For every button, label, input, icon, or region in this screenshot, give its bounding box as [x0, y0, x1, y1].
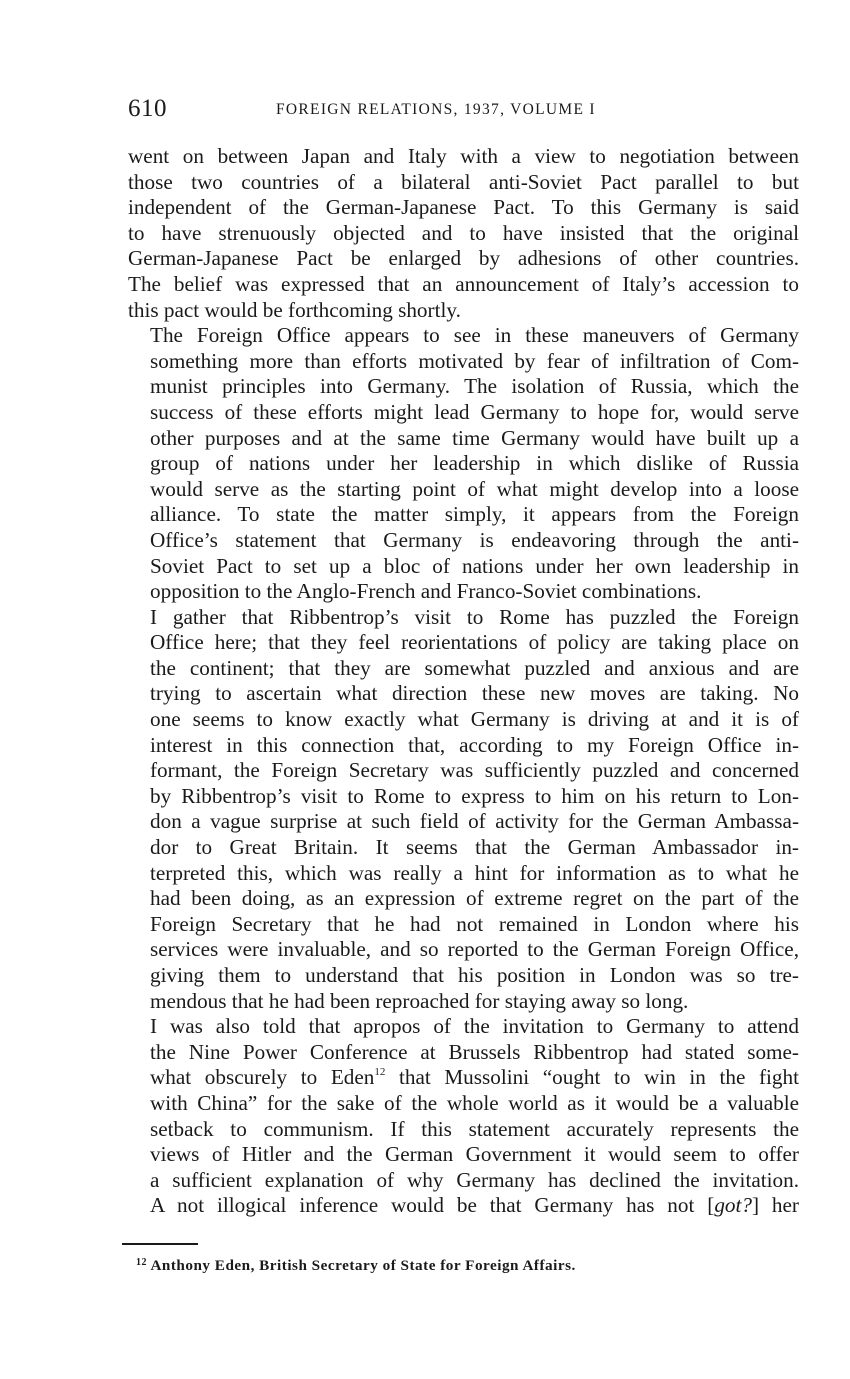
text-line: group of nations under her leadership in which dislike of Russia: [150, 451, 799, 476]
text-line: giving them to understand that his position in London was so tre-: [150, 963, 799, 987]
footnote-marker: 12: [136, 1257, 147, 1268]
text-line: had been doing, as an expression of extreme regret on the part of the: [150, 886, 799, 911]
text-line: independent of the German-Japanese Pact. To this Germany is said: [128, 195, 799, 220]
text-line: views of Hitler and the German Government it would seem to offer: [150, 1142, 799, 1167]
paragraph-2: [128, 323, 799, 605]
text-line: this pact would be forthcoming shortly.: [128, 297, 461, 322]
text-line: to have strenuously objected and to have insisted that the original: [128, 220, 799, 245]
text-line: other purposes and at the same time Germany would have built up a: [150, 425, 799, 450]
page-number: 610: [128, 95, 167, 122]
text-line: Office’s statement that Germany is endeavoring through the anti-: [150, 527, 799, 552]
text-line: setback to communism. If this statement accurately represents the: [150, 1116, 799, 1141]
running-head: [128, 94, 798, 126]
text-line: opposition to the Anglo-French and Franco-Soviet combinations.: [150, 579, 702, 604]
text-line: don a vague surprise at such field of activity for the German Ambassa-: [150, 809, 799, 834]
footnote-reference: 12: [374, 1066, 386, 1079]
text-line-final: [128, 1193, 799, 1219]
text-line: Soviet Pact to set up a bloc of nations under her own leadership in: [150, 553, 799, 578]
text-line: I was also told that apropos of the invitation to Germany to attend: [150, 1014, 799, 1039]
text-line-with-footnote-ref: [128, 1065, 799, 1091]
text-line: with China” for the sake of the whole world as it would be a valuable: [150, 1090, 799, 1115]
text-line: formant, the Foreign Secretary was sufficiently puzzled and concerned: [150, 758, 799, 783]
editorial-insertion: got?: [714, 1193, 752, 1218]
text-line: alliance. To state the matter simply, it appears from the Foreign: [150, 502, 799, 527]
text-line: the continent; that they are somewhat puzzled and anxious and are: [150, 655, 799, 680]
paragraph-3: [128, 605, 799, 1015]
text-line: I gather that Ribbentrop’s visit to Rome has puzzled the Foreign: [150, 604, 799, 629]
footnote: [136, 1255, 576, 1277]
running-title: FOREIGN RELATIONS, 1937, VOLUME I: [276, 101, 596, 118]
text-line: mendous that he had been reproached for staying away so long.: [150, 988, 689, 1013]
text-line: one seems to know exactly what Germany is driving at and it is of: [150, 707, 799, 732]
text-line: success of these efforts might lead Germany to hope for, would serve: [150, 399, 799, 424]
paragraph-1: [128, 144, 799, 323]
text-line: The belief was expressed that an announcement of Italy’s accession to: [128, 271, 799, 296]
body-text: [128, 144, 799, 1219]
text-line: a sufficient explanation of why Germany has declined the invitation.: [150, 1167, 799, 1192]
text-line: by Ribbentrop’s visit to Rome to express to him on his return to Lon-: [150, 783, 799, 808]
text-line: Foreign Secretary that he had not remained in London where his: [150, 911, 799, 936]
text-segment: A not illogical inference would be that Germany has not [: [150, 1193, 715, 1218]
text-line: something more than efforts motivated by fear of infiltration of Com-: [150, 348, 799, 373]
text-line: Office here; that they feel reorientations of policy are taking place on: [150, 630, 799, 655]
text-line: terpreted this, which was really a hint for information as to what he: [150, 860, 799, 885]
text-line: dor to Great Britain. It seems that the German Ambassador in-: [150, 835, 799, 860]
paragraph-4: [128, 1014, 799, 1219]
footnote-text: Anthony Eden, British Secretary of State for Foreign Affairs.: [147, 1257, 576, 1274]
text-line: German-Japanese Pact be enlarged by adhesions of other countries.: [128, 246, 799, 271]
text-line: the Nine Power Conference at Brussels Ribbentrop had stated some-: [150, 1039, 799, 1064]
text-line: those two countries of a bilateral anti-Soviet Pact parallel to but: [128, 169, 799, 194]
text-line: would serve as the starting point of what might develop into a loose: [150, 476, 799, 501]
text-line: munist principles into Germany. The isolation of Russia, which the: [150, 374, 799, 399]
text-line: went on between Japan and Italy with a view to negotiation between: [128, 144, 799, 168]
text-segment: ] her: [751, 1193, 799, 1218]
footnote-divider: [122, 1243, 198, 1245]
text-segment: that Mussolini “ought to win in the fight: [385, 1065, 799, 1090]
text-line: interest in this connection that, according to my Foreign Office in-: [150, 732, 799, 757]
text-line: The Foreign Office appears to see in these maneuvers of Germany: [150, 323, 799, 348]
text-line: trying to ascertain what direction these new moves are taking. No: [150, 681, 799, 706]
text-line: services were invaluable, and so reported to the German Foreign Office,: [150, 937, 799, 962]
text-segment: what obscurely to Eden: [150, 1065, 375, 1090]
